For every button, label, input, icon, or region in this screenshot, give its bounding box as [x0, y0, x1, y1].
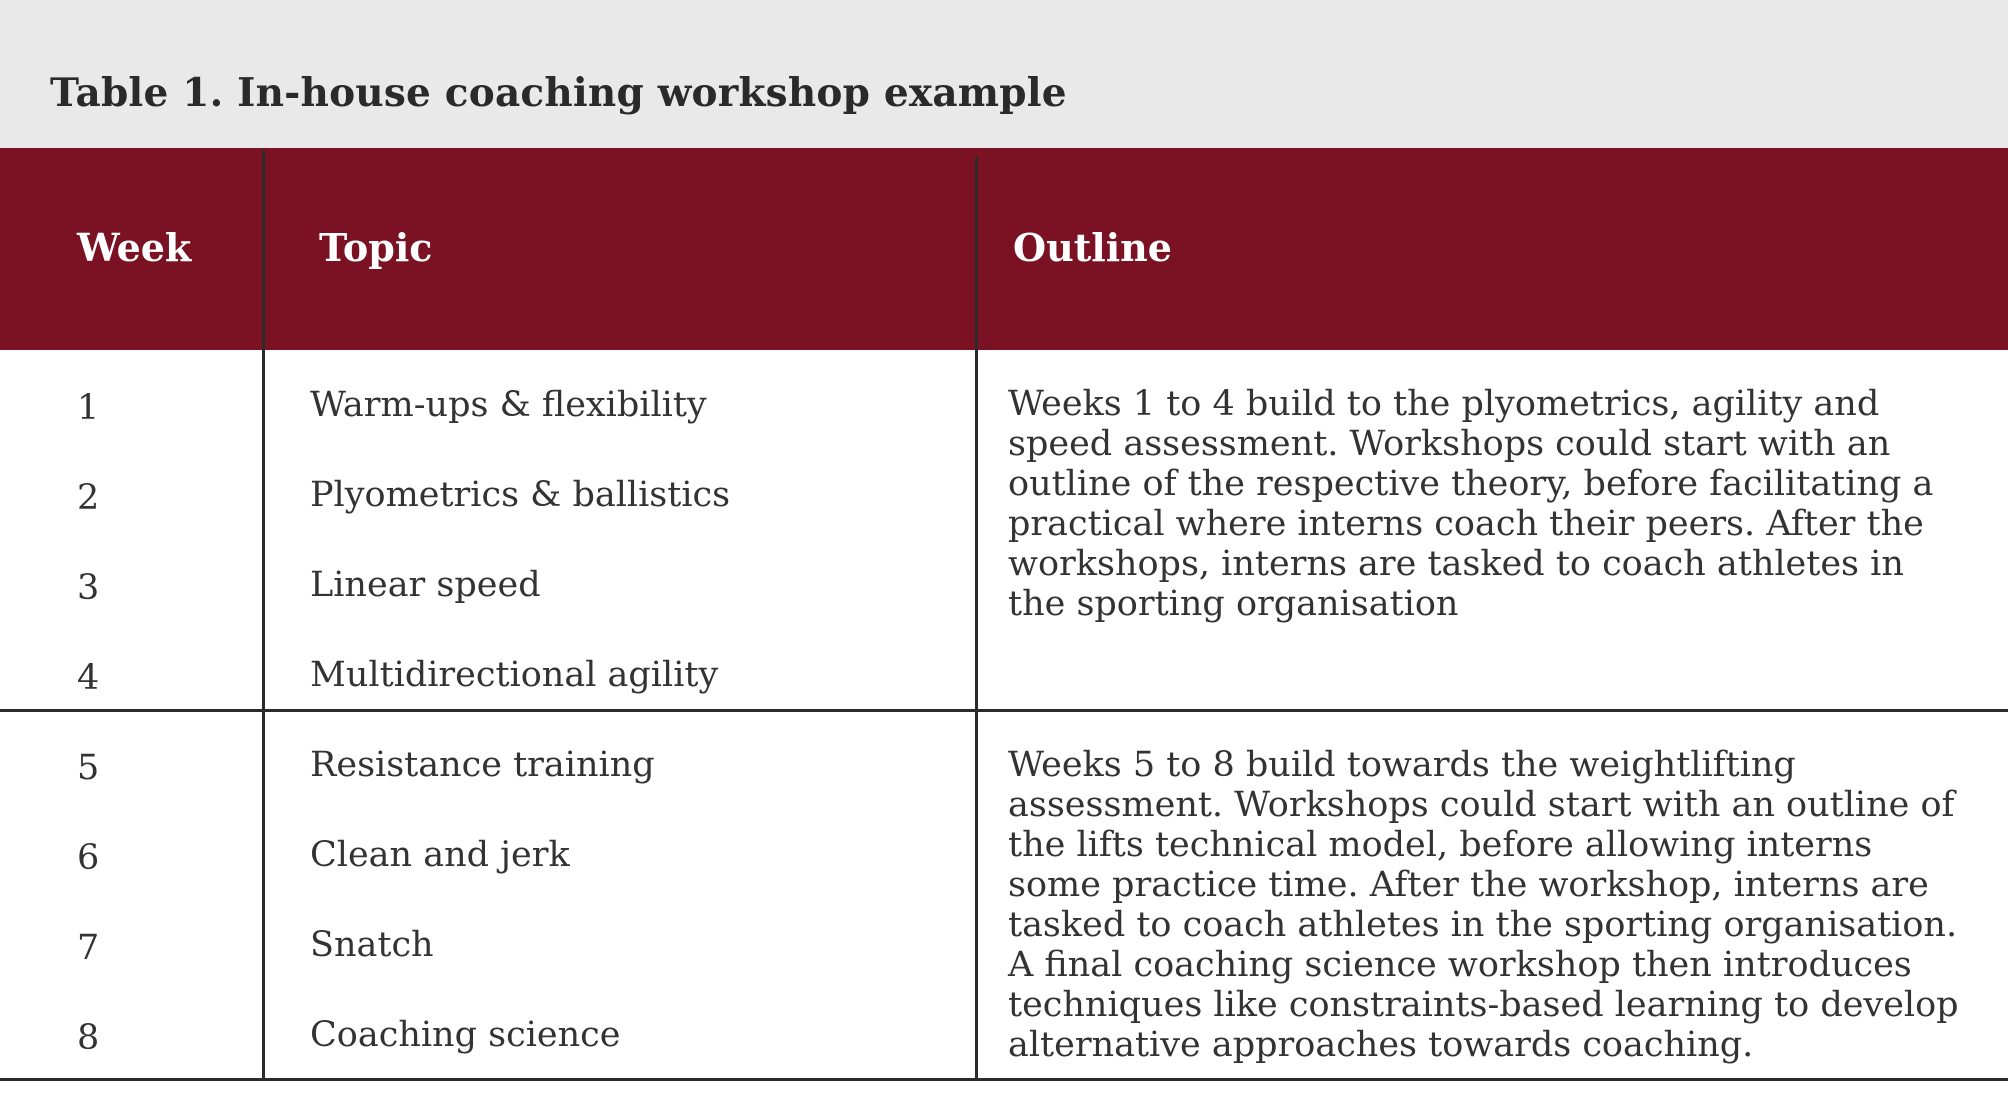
table-cell-week: 8 [77, 1018, 100, 1058]
table-cell-topic: Clean and jerk [310, 835, 570, 875]
group-divider [0, 709, 2008, 712]
header-week: Week [77, 225, 192, 270]
table-cell-topic: Coaching science [310, 1015, 621, 1055]
table-title: Table 1. In-house coaching workshop example [50, 70, 1067, 116]
table-cell-week: 7 [77, 928, 100, 968]
table-cell-week: 6 [77, 838, 100, 878]
table-cell-topic: Multidirectional agility [310, 655, 719, 695]
table-cell-topic: Linear speed [310, 565, 541, 605]
table-cell-topic: Plyometrics & ballistics [310, 475, 731, 515]
table-cell-topic: Snatch [310, 925, 434, 965]
column-divider-1 [262, 150, 265, 1078]
outline-group-2: Weeks 5 to 8 build towards the weightlifting assessment. Workshops could start with an outline of the lifts technical model, before allowing interns some practice time. After the workshop, interns are tasked to coach athletes in the sporting organisation. A final coaching science workshop then introduces techniques like constraints-based learning to develop alternative approaches towards coaching. [1008, 745, 1959, 1065]
table-cell-week: 3 [77, 568, 100, 608]
table-cell-week: 5 [77, 748, 100, 788]
header-outline: Outline [1013, 225, 1172, 270]
table-cell-topic: Warm-ups & flexibility [310, 385, 707, 425]
column-divider-2 [975, 157, 978, 1078]
table-header [0, 148, 2008, 350]
table-cell-week: 4 [77, 658, 100, 698]
table-cell-week: 1 [77, 388, 100, 428]
table-bottom-border [0, 1078, 2008, 1081]
table-cell-week: 2 [77, 478, 100, 518]
table-cell-topic: Resistance training [310, 745, 655, 785]
header-topic: Topic [319, 225, 433, 270]
outline-group-1: Weeks 1 to 4 build to the plyometrics, agility and speed assessment. Workshops could start with an outline of the respective theory, before facilitating a practical where interns coach their peers. After the workshops, interns are tasked to coach athletes in the sporting organisation [1008, 384, 1934, 624]
